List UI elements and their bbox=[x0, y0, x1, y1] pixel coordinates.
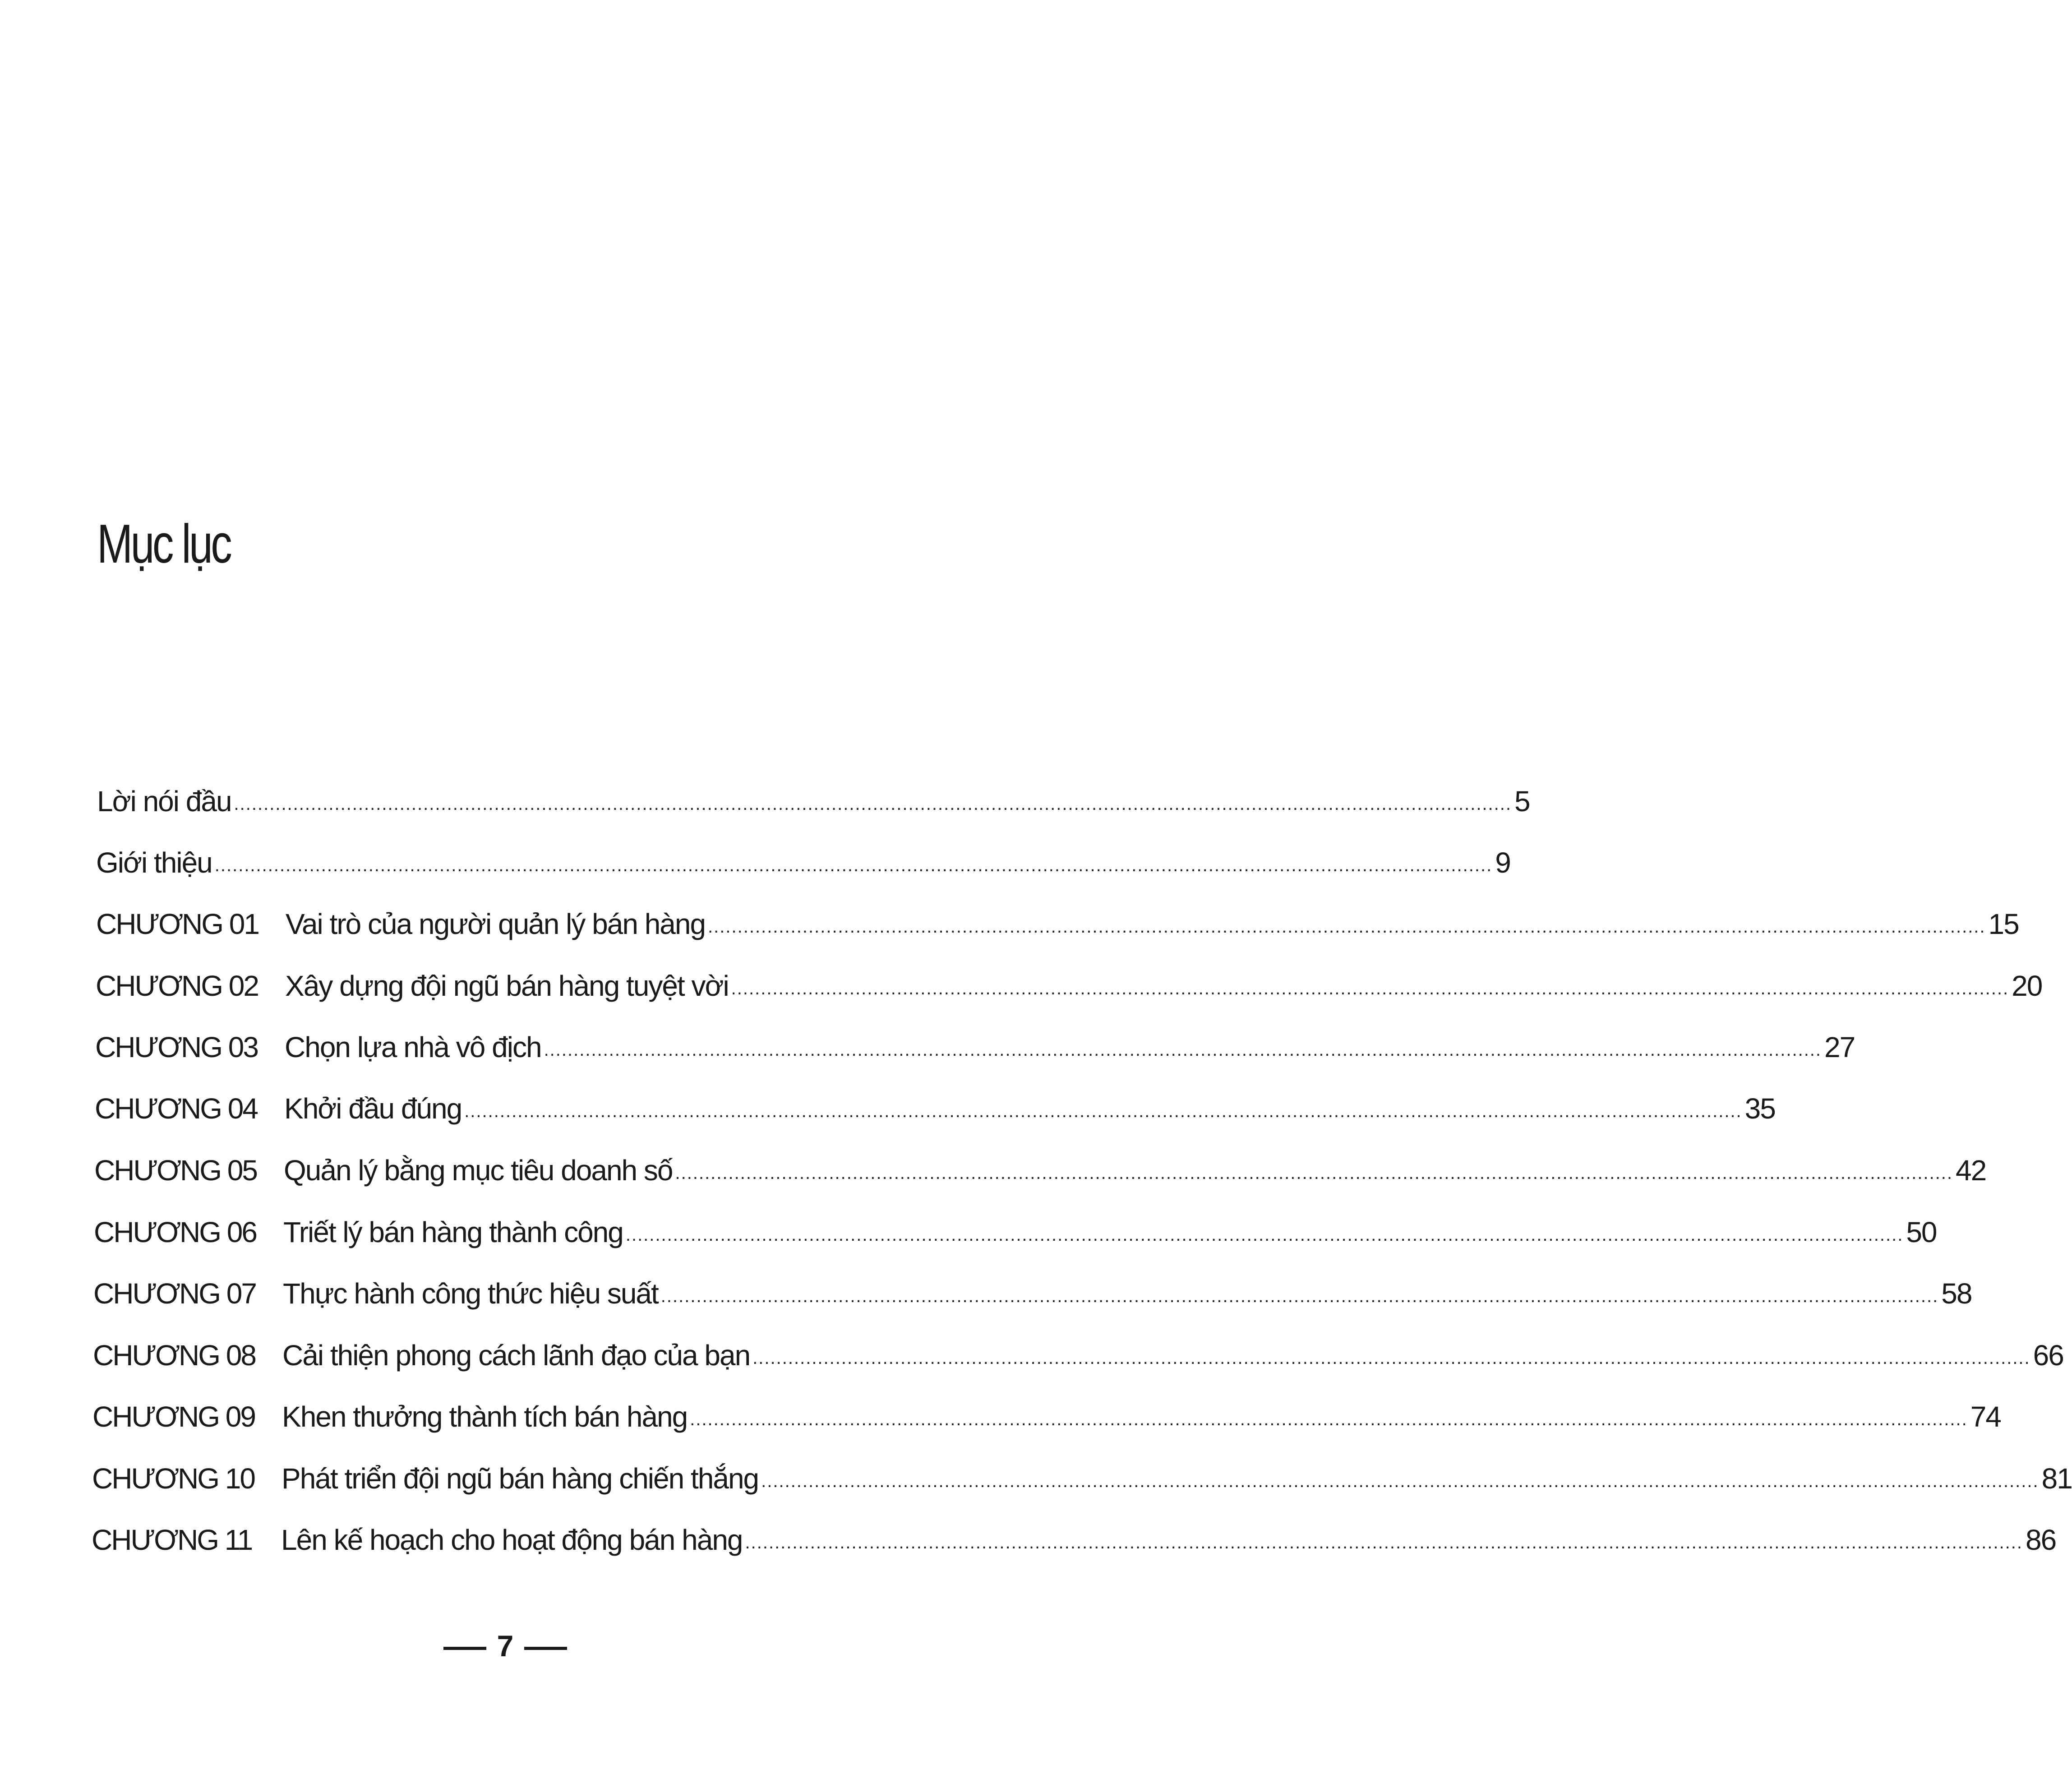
toc-entry-page: 27 bbox=[1824, 1031, 1855, 1063]
toc-entry-label: Xây dựng đội ngũ bán hàng tuyệt vời bbox=[285, 970, 729, 1002]
toc-entry-chapter: CHƯƠNG 05 bbox=[94, 1154, 257, 1187]
toc-entry-chapter-05[interactable] bbox=[94, 1144, 1986, 1187]
dot-leader: ........................................................................................................................................................................................................................ bbox=[761, 1471, 2039, 1491]
toc-entry-page: 15 bbox=[1988, 908, 2019, 940]
toc-entry-chapter-02[interactable] bbox=[96, 960, 2042, 1002]
toc-entry-label: Phát triển đội ngũ bán hàng chiến thắng bbox=[281, 1462, 759, 1495]
toc-entry-label: Vai trò của người quản lý bán hàng bbox=[286, 908, 706, 940]
toc-entry-page: 86 bbox=[2025, 1524, 2056, 1556]
toc-entry-page: 35 bbox=[1744, 1092, 1775, 1125]
dot-leader: ........................................................................................................................................................................................................................ bbox=[675, 1163, 1953, 1183]
toc-entry-chapter-04[interactable] bbox=[95, 1082, 1775, 1125]
toc-entry-chapter-09[interactable] bbox=[92, 1391, 2001, 1433]
dot-leader: ........................................................................................................................................................................................................................ bbox=[660, 1286, 1939, 1306]
dot-leader: ........................................................................................................................................................................................................................ bbox=[625, 1225, 1904, 1245]
toc-entry-page: 58 bbox=[1941, 1277, 1972, 1310]
toc-entry-label: Khen thưởng thành tích bán hàng bbox=[282, 1400, 688, 1433]
toc-entry-chapter: CHƯƠNG 09 bbox=[92, 1400, 255, 1433]
dot-leader: ........................................................................................................................................................................................................................ bbox=[745, 1533, 2023, 1552]
dot-leader: ........................................................................................................................................................................................................................ bbox=[690, 1409, 1968, 1429]
toc-entry-page: 42 bbox=[1955, 1154, 1986, 1187]
dot-leader: ........................................................................................................................................................................................................................ bbox=[708, 917, 1986, 937]
toc-entry-page: 66 bbox=[2033, 1339, 2063, 1372]
toc-entry-page: 74 bbox=[1970, 1400, 2001, 1433]
toc-entry-chapter: CHƯƠNG 11 bbox=[92, 1524, 252, 1556]
toc-entry-chapter-06[interactable] bbox=[94, 1206, 1937, 1248]
toc-entry-label: Khởi đầu đúng bbox=[284, 1092, 462, 1125]
dot-leader: ........................................................................................................................................................................................................................ bbox=[464, 1101, 1742, 1121]
toc-entry-chapter-11[interactable] bbox=[92, 1514, 2056, 1556]
toc-entry-label: Giới thiệu bbox=[96, 846, 212, 879]
toc-entry-chapter: CHƯƠNG 06 bbox=[94, 1216, 256, 1248]
toc-entry-label: Lên kế hoạch cho hoạt động bán hàng bbox=[281, 1524, 743, 1556]
toc-entry-chapter-01[interactable] bbox=[96, 898, 2019, 940]
dot-leader: ........................................................................................................................................................................................................................ bbox=[544, 1040, 1822, 1060]
footer-dash-right bbox=[524, 1647, 567, 1650]
toc-entry-chapter-07[interactable] bbox=[93, 1267, 1972, 1310]
page-footer bbox=[0, 1631, 1011, 1661]
dot-leader: ........................................................................................................................................................................................................................ bbox=[234, 794, 1512, 814]
toc-entry-intro-preface[interactable] bbox=[97, 775, 1530, 818]
toc-entry-chapter: CHƯƠNG 08 bbox=[93, 1339, 255, 1372]
toc-entry-chapter: CHƯƠNG 10 bbox=[92, 1462, 254, 1495]
toc-entry-page: 20 bbox=[2012, 970, 2042, 1002]
toc-entry-label: Lời nói đầu bbox=[97, 785, 231, 818]
toc-entry-label: Thực hành công thức hiệu suất bbox=[283, 1277, 658, 1310]
toc-entry-label: Chọn lựa nhà vô địch bbox=[285, 1031, 541, 1063]
toc-entry-chapter-10[interactable] bbox=[92, 1452, 2072, 1495]
dot-leader: ........................................................................................................................................................................................................................ bbox=[731, 979, 2009, 998]
page-title: Mục lục bbox=[97, 513, 231, 574]
toc-entry-chapter: CHƯƠNG 04 bbox=[95, 1092, 257, 1125]
toc-entry-page: 9 bbox=[1495, 846, 1510, 879]
toc-entry-chapter: CHƯƠNG 02 bbox=[96, 970, 258, 1002]
toc-entry-chapter-03[interactable] bbox=[95, 1021, 1855, 1063]
toc-entry-page: 81 bbox=[2041, 1462, 2072, 1495]
toc-entry-introduction[interactable] bbox=[96, 836, 1510, 879]
toc-entry-chapter: CHƯƠNG 03 bbox=[95, 1031, 258, 1063]
toc-entry-chapter: CHƯƠNG 01 bbox=[96, 908, 258, 940]
toc-entry-label: Quản lý bằng mục tiêu doanh số bbox=[284, 1154, 673, 1187]
footer-dash-left bbox=[443, 1647, 486, 1650]
toc-entry-chapter-08[interactable] bbox=[93, 1329, 2063, 1372]
toc-entry-label: Cải thiện phong cách lãnh đạo của bạn bbox=[282, 1339, 750, 1372]
dot-leader: ........................................................................................................................................................................................................................ bbox=[214, 855, 1493, 875]
toc-entry-page: 50 bbox=[1906, 1216, 1937, 1248]
page-number: 7 bbox=[497, 1629, 514, 1663]
toc-entry-page: 5 bbox=[1514, 785, 1530, 818]
dot-leader: ........................................................................................................................................................................................................................ bbox=[752, 1348, 2030, 1368]
toc-entry-chapter: CHƯƠNG 07 bbox=[93, 1277, 256, 1310]
toc-entry-label: Triết lý bán hàng thành công bbox=[283, 1216, 623, 1248]
